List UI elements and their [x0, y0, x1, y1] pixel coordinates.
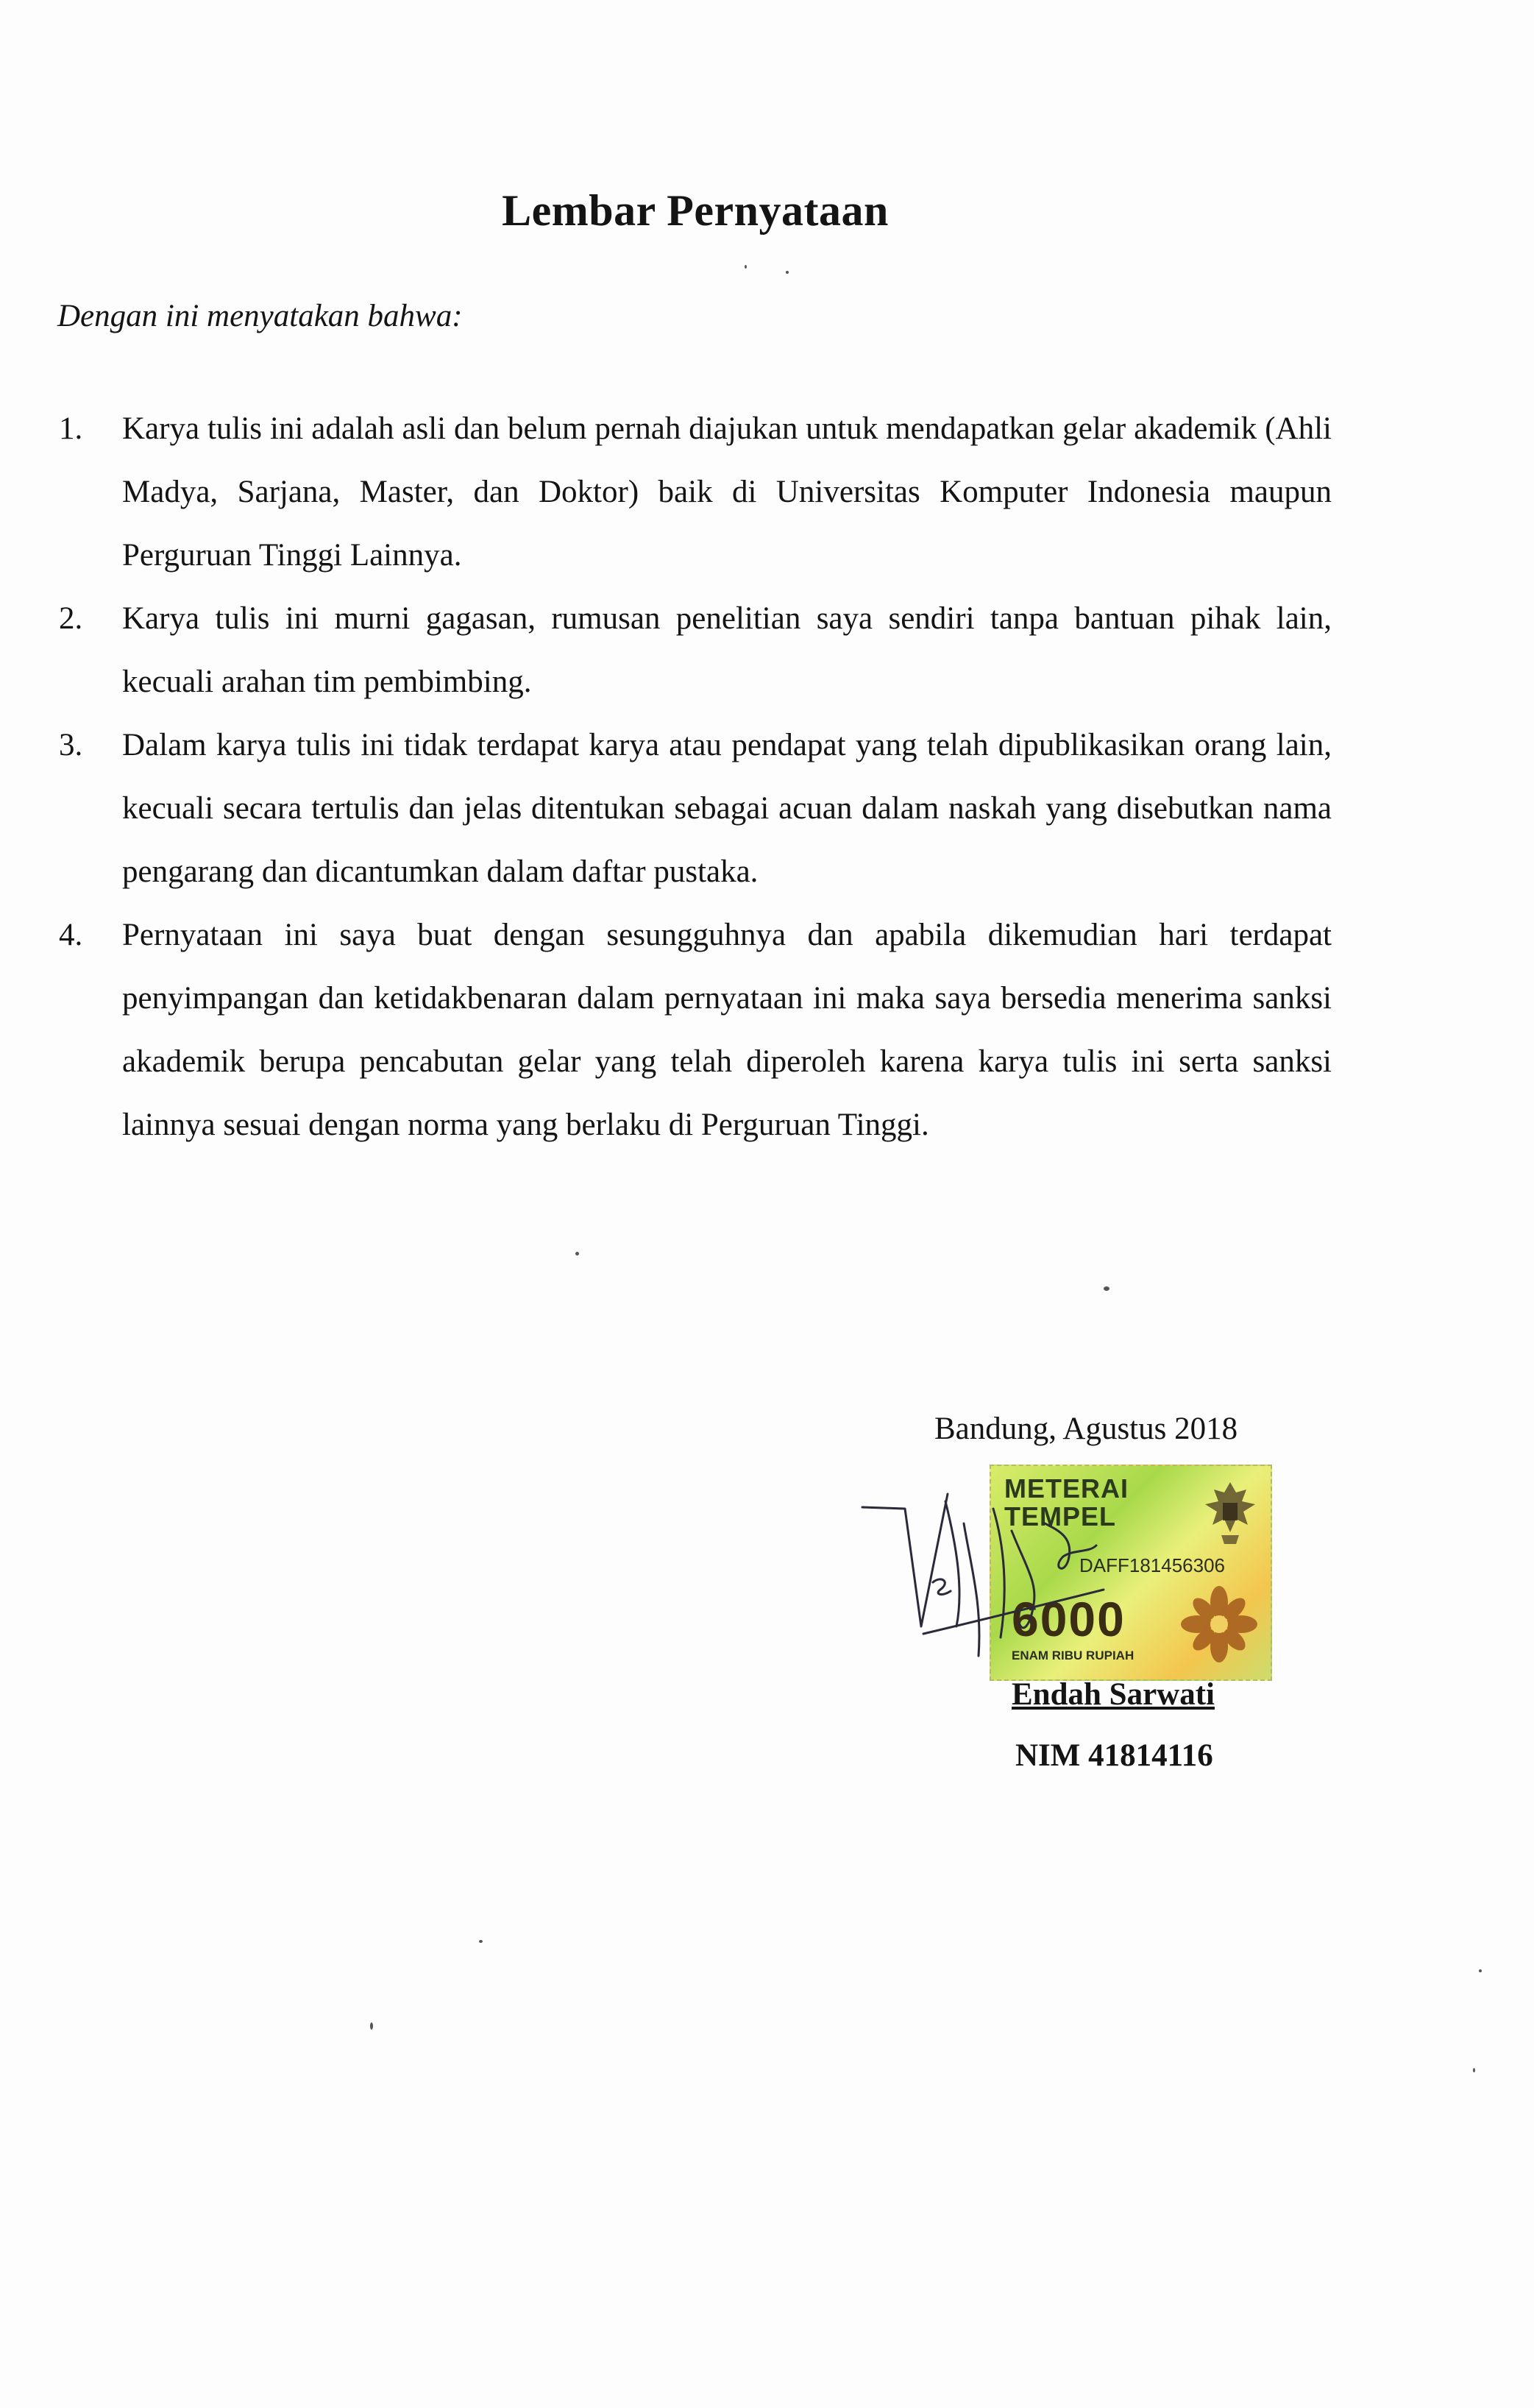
list-item-number: 4. [59, 918, 83, 952]
list-item-text: Pernyataan ini saya buat dengan sesungguhnya dan apabila dikemudian hari terdapat penyimpangan dan ketidakbenaran dalam pernyataan ini maka saya bersedia menerima sanksi akademik berupa pencabutan gelar yang telah diperoleh karena karya tulis ini serta sanksi lainnya sesuai dengan norma yang berlaku di Perguruan Tinggi. [122, 918, 1332, 1142]
handwritten-signature [853, 1479, 1192, 1678]
scan-speck [745, 265, 747, 269]
scan-speck [575, 1252, 579, 1256]
signer-nim: NIM 41814116 [1015, 1738, 1213, 1773]
scan-speck [1104, 1286, 1109, 1291]
garuda-emblem-icon [1201, 1476, 1260, 1550]
scan-speck [1479, 1969, 1482, 1972]
list-item [59, 587, 1332, 714]
stamp-value: 6000 [1012, 1592, 1126, 1646]
list-item [59, 397, 1332, 587]
list-item [59, 714, 1332, 904]
intro-text: Dengan ini menyatakan bahwa: [57, 299, 463, 333]
scan-speck [479, 1940, 483, 1943]
stamp-title-line1: METERAI [1004, 1473, 1129, 1504]
stamp-value-words: ENAM RIBU RUPIAH [1012, 1649, 1134, 1662]
list-item-number: 1. [59, 411, 83, 446]
stamp-serial: DAFF181456306 [1079, 1554, 1226, 1576]
statement-list [59, 397, 1332, 1157]
list-item-text: Dalam karya tulis ini tidak terdapat karya atau pendapat yang telah dipublikasikan orang lain, kecuali secara tertulis dan jelas ditentukan sebagai acuan dalam naskah yang disebutkan nama pengarang dan dicantumkan dalam daftar pustaka. [122, 728, 1332, 889]
scan-speck [370, 2022, 373, 2030]
stamp-title-line2: TEMPEL [1004, 1501, 1117, 1531]
list-item-number: 2. [59, 601, 83, 636]
list-item-text: Karya tulis ini adalah asli dan belum pernah diajukan untuk mendapatkan gelar akademik (Ahli Madya, Sarjana, Master, dan Doktor) baik di Universitas Komputer Indonesia maupun Perguruan Tinggi Lainnya. [122, 411, 1332, 573]
place-date: Bandung, Agustus 2018 [934, 1412, 1238, 1446]
signer-name: Endah Sarwati [1012, 1677, 1215, 1712]
list-item [59, 904, 1332, 1157]
scan-speck [1473, 2068, 1475, 2072]
list-item-text: Karya tulis ini murni gagasan, rumusan penelitian saya sendiri tanpa bantuan pihak lain, kecuali arahan tim pembimbing. [122, 601, 1332, 699]
scan-speck [786, 271, 789, 274]
list-item-number: 3. [59, 728, 83, 762]
document-title: Lembar Pernyataan [502, 186, 889, 235]
